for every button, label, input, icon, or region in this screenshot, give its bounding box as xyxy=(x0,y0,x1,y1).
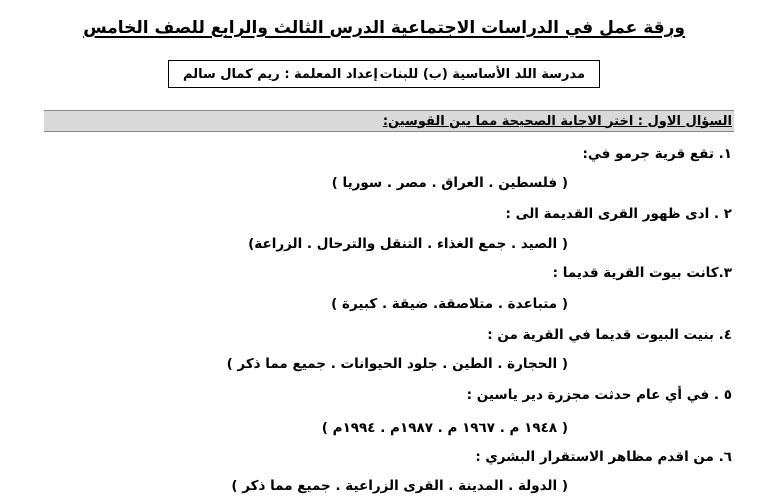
question-6: ٦. من اقدم مظاهر الاستقرار البشري : xyxy=(475,449,732,465)
question-3-options: ( متباعدة . متلاصقة. ضيقة . كبيرة ) xyxy=(331,296,568,312)
section-heading-bar xyxy=(44,110,734,132)
teacher-name: إعداد المعلمة : ريم كمال سالم xyxy=(183,66,378,82)
question-5: ٥ . في أي عام حدثت مجزرة دير ياسين : xyxy=(466,387,732,403)
question-1-options: ( فلسطين . العراق . مصر . سوريا ) xyxy=(331,175,568,191)
school-info-box xyxy=(168,60,600,88)
question-2: ٢ . ادى ظهور القرى القديمة الى : xyxy=(505,206,732,222)
question-4: ٤. بنيت البيوت قديما في القرية من : xyxy=(487,327,732,343)
question-4-options: ( الحجارة . الطين . جلود الحيوانات . جميع مما ذكر ) xyxy=(226,356,568,372)
question-2-options: ( الصيد . جمع الغذاء . التنقل والترحال . الزراعة) xyxy=(248,236,568,252)
question-1: ١. تقع قرية جرمو في: xyxy=(582,146,732,162)
school-name: مدرسة اللد الأساسية (ب) للبنات xyxy=(379,66,585,82)
worksheet-title: ورقة عمل في الدراسات الاجتماعية الدرس الثالث والرابع للصف الخامس xyxy=(83,18,685,38)
question-3: ٣.كانت بيوت القرية قديما : xyxy=(552,265,732,281)
section-heading: السؤال الاول : اختر الاجابة الصحيحة مما بين القوسين: xyxy=(382,113,732,129)
question-6-options: ( الدولة . المدينة . القرى الزراعية . جميع مما ذكر ) xyxy=(231,478,568,494)
question-5-options: ( ١٩٤٨ م . ١٩٦٧ م . ١٩٨٧م . ١٩٩٤م ) xyxy=(321,420,568,436)
